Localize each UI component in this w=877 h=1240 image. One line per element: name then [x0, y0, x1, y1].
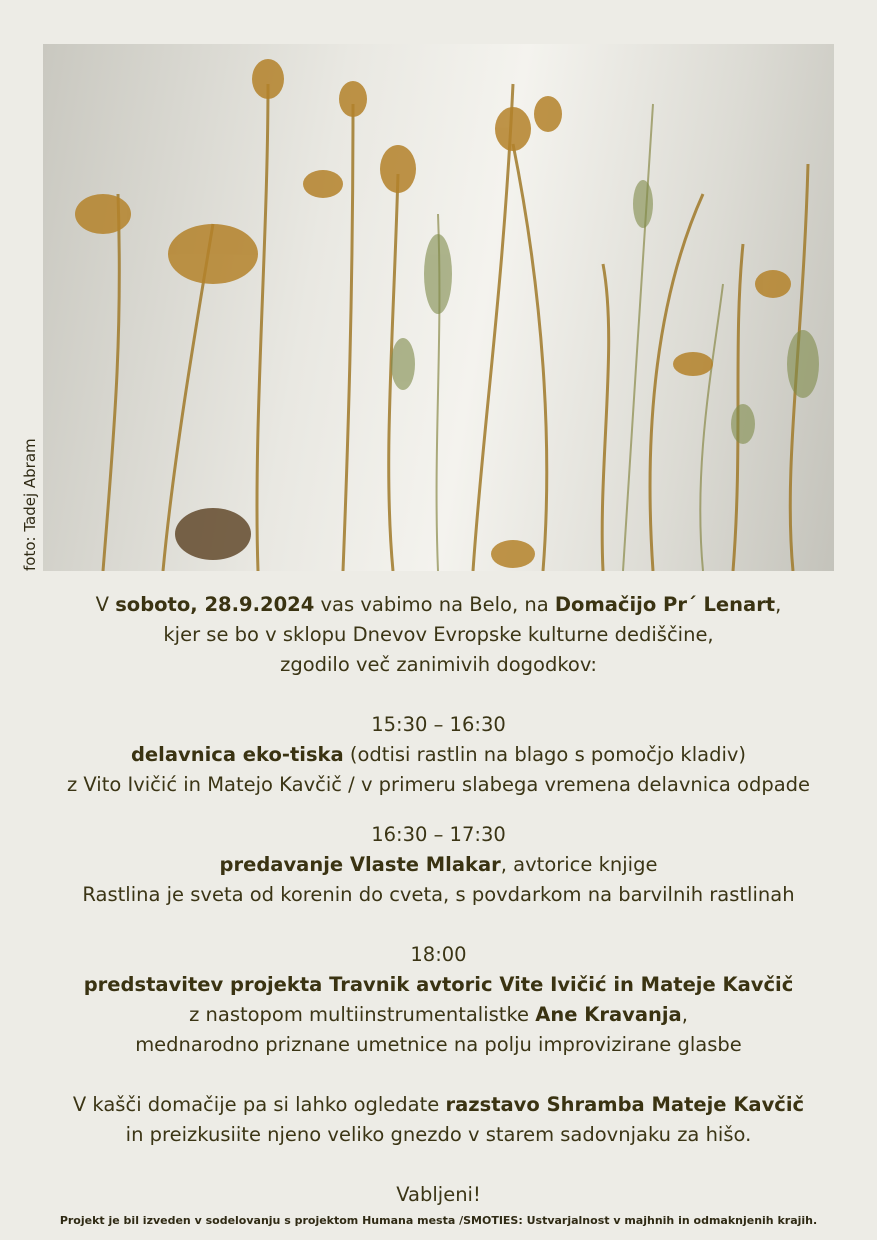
event-title: predavanje Vlaste Mlakar, avtorice knjige: [219, 853, 658, 876]
event-title: delavnica eko-tiska (odtisi rastlin na blago s pomočjo kladiv): [130, 743, 747, 766]
exhibit-line-1: V kašči domačije pa si lahko ogledate razstavo Shramba Mateje Kavčič: [72, 1093, 805, 1116]
event-details: Rastlina je sveta od korenin do cveta, s povdarkom na barvilnih rastlinah: [82, 883, 795, 906]
closing-text: Vabljeni!: [396, 1183, 481, 1206]
event-2: [0, 820, 877, 910]
event-1: [0, 710, 877, 800]
photo-credit: foto: Tadej Abram: [21, 438, 39, 571]
exhibit-line-2: in preizkusiite njeno veliko gnezdo v starem sadovnjaku za hišo.: [125, 1123, 752, 1146]
invitation-text: [0, 590, 877, 1210]
event-time: 15:30 – 16:30: [371, 713, 506, 736]
intro-line-2: kjer se bo v sklopu Dnevov Evropske kulturne dediščine,: [163, 623, 714, 646]
event-details: z nastopom multiinstrumentalistke Ane Kravanja,: [189, 1003, 688, 1026]
event-title: predstavitev projekta Travnik avtoric Vite Ivičić in Mateje Kavčič: [83, 973, 794, 996]
botanical-print-photo: [43, 44, 834, 571]
event-time: 16:30 – 17:30: [371, 823, 506, 846]
intro-line-1: V soboto, 28.9.2024 vas vabimo na Belo, na Domačijo Pr´ Lenart,: [95, 593, 782, 616]
event-details-2: mednarodno priznane umetnice na polju improvizirane glasbe: [135, 1033, 742, 1056]
intro-line-3: zgodilo več zanimivih dogodkov:: [280, 653, 597, 676]
event-details: z Vito Ivičić in Matejo Kavčič / v primeru slabega vremena delavnica odpade: [66, 773, 811, 796]
event-3: [0, 940, 877, 1060]
footer-note: Projekt je bil izveden v sodelovanju s projektom Humana mesta /SMOTIES: Ustvarjalnost v majhnih in odmaknjenih krajih.: [59, 1214, 818, 1227]
event-time: 18:00: [410, 943, 467, 966]
